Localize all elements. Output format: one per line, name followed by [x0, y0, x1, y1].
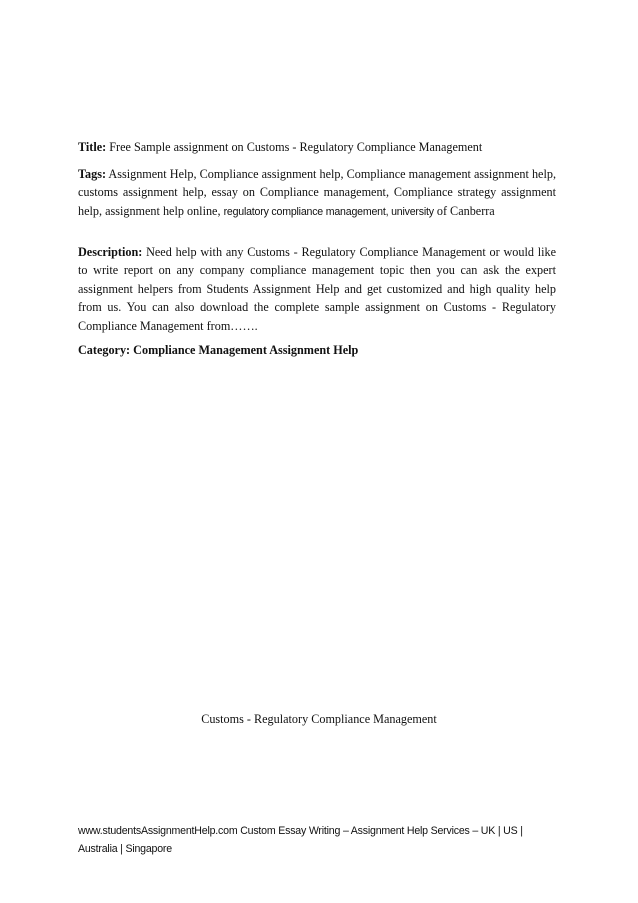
description-label: Description: — [78, 245, 143, 259]
tags-label: Tags: — [78, 167, 106, 181]
title-label: Title: — [78, 140, 107, 154]
description-paragraph — [78, 243, 556, 335]
tags-value: Assignment Help, Compliance assignment help, Compliance management assignment help, customs assignment help, essay on Compliance management, Compliance strategy assignment help, assignment help online, — [78, 167, 556, 218]
title-value: Free Sample assignment on Customs - Regulatory Compliance Management — [106, 140, 483, 154]
tags-paragraph — [78, 165, 556, 221]
site-footer-line: www.studentsAssignmentHelp.com Custom Essay Writing – Assignment Help Services – UK | US | Australia | Singapore — [78, 825, 523, 855]
category-line — [78, 341, 556, 359]
category-value: Compliance Management Assignment Help — [130, 343, 359, 357]
tags-value-sans: regulatory compliance management, university — [223, 205, 434, 218]
page-footer-title: Customs - Regulatory Compliance Management — [201, 712, 437, 726]
category-label: Category: — [78, 343, 131, 357]
description-value: Need help with any Customs - Regulatory Compliance Management or would like to write report on any company compliance management topic then you can ask the expert assignment helpers from Students Assignment Help and get customized and high quality help from us. You can also download the complete sample assignment on Customs - Regulatory Compliance Management from……. — [78, 245, 556, 333]
tags-value-end: of Canberra — [433, 203, 495, 218]
title-line — [78, 138, 556, 156]
